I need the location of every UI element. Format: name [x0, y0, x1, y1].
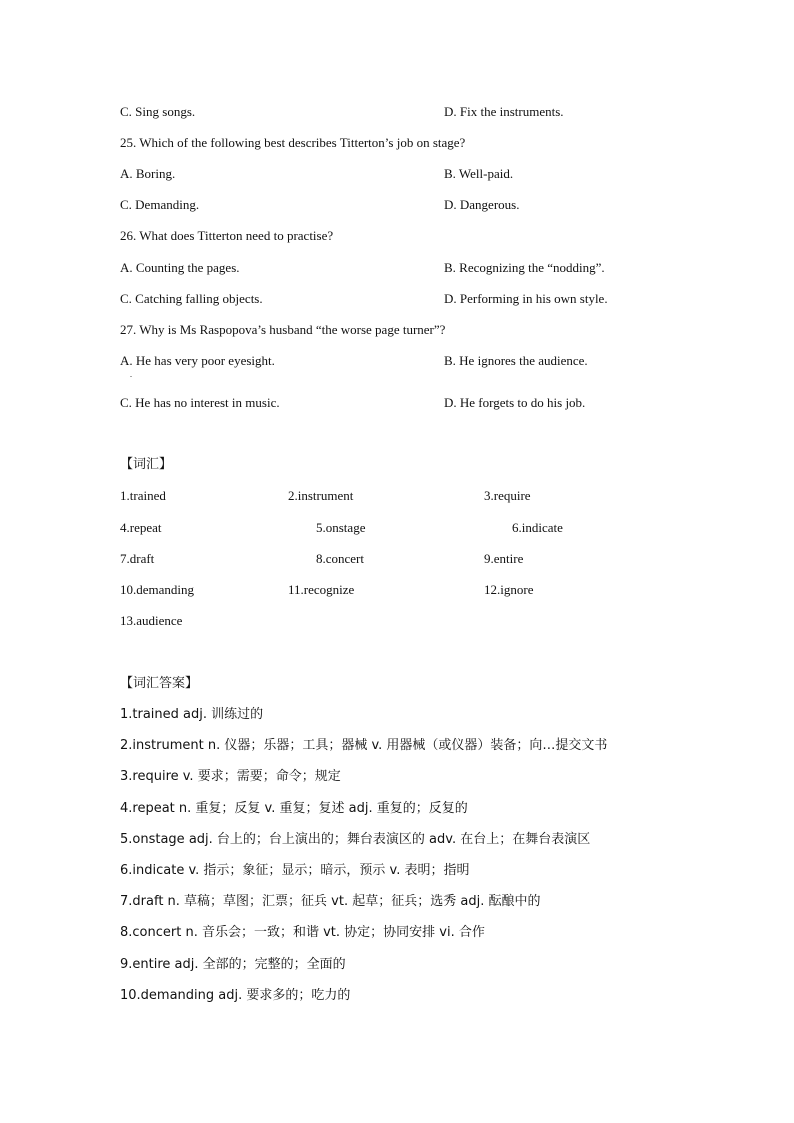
vocab-heading: 【词汇】: [120, 457, 173, 472]
vocab-word: 9.entire: [484, 551, 524, 566]
answer-item: 9.entire adj. 全部的；完整的；全面的: [120, 957, 346, 972]
answer-item: 4.repeat n. 重复；反复 v. 重复；复述 adj. 重复的；反复的: [120, 801, 468, 816]
stray-mark: .: [130, 370, 132, 379]
q27-option-a: A. He has very poor eyesight.: [120, 353, 275, 368]
vocab-word: 10.demanding: [120, 582, 195, 597]
answer-item: 6.indicate v. 指示；象征；显示；暗示，预示 v. 表明；指明: [120, 863, 470, 878]
vocab-word: 3.require: [484, 488, 531, 503]
vocab-word: 4.repeat: [120, 520, 162, 535]
q27-option-c: C. He has no interest in music.: [120, 395, 280, 410]
vocab-word: 5.onstage: [316, 520, 366, 535]
vocab-word: 7.draft: [120, 551, 155, 566]
q25-option-c: C. Demanding.: [120, 197, 200, 212]
vocab-word: 12.ignore: [484, 582, 534, 597]
q24-option-d: D. Fix the instruments.: [444, 104, 564, 119]
vocab-word: 6.indicate: [512, 520, 563, 535]
answer-item: 3.require v. 要求；需要；命令；规定: [120, 769, 341, 784]
q26-stem: 26. What does Titterton need to practise?: [120, 228, 334, 243]
answer-item: 2.instrument n. 仪器；乐器；工具；器械 v. 用器械（或仪器）装备；向…提交文书: [120, 738, 608, 753]
answer-item: 10.demanding adj. 要求多的；吃力的: [120, 988, 351, 1003]
q26-option-d: D. Performing in his own style.: [444, 291, 608, 306]
answer-item: 7.draft n. 草稿；草图；汇票；征兵 vt. 起草；征兵；选秀 adj. 酝酿中的: [120, 894, 541, 909]
vocab-word: 1.trained: [120, 488, 166, 503]
q26-option-b: B. Recognizing the “nodding”.: [444, 260, 605, 275]
vocab-word: 13.audience: [120, 613, 183, 628]
q27-option-b: B. He ignores the audience.: [444, 353, 588, 368]
q26-option-c: C. Catching falling objects.: [120, 291, 263, 306]
answer-item: 5.onstage adj. 台上的；台上演出的；舞台表演区的 adv. 在台上；在舞台表演区: [120, 832, 591, 847]
q27-stem: 27. Why is Ms Raspopova’s husband “the worse page turner”?: [120, 322, 446, 337]
q26-option-a: A. Counting the pages.: [120, 260, 240, 275]
q27-option-d: D. He forgets to do his job.: [444, 395, 586, 410]
vocab-word: 8.concert: [316, 551, 365, 566]
q25-stem: 25. Which of the following best describes Titterton’s job on stage?: [120, 135, 466, 150]
answers-heading: 【词汇答案】: [120, 676, 199, 691]
vocab-word: 11.recognize: [288, 582, 355, 597]
q25-option-b: B. Well-paid.: [444, 166, 514, 181]
vocab-word: 2.instrument: [288, 488, 354, 503]
answer-item: 1.trained adj. 训练过的: [120, 707, 264, 722]
q25-option-d: D. Dangerous.: [444, 197, 520, 212]
q24-option-c: C. Sing songs.: [120, 104, 196, 119]
answer-item: 8.concert n. 音乐会；一致；和谐 vt. 协定；协同安排 vi. 合作: [120, 925, 485, 940]
q25-option-a: A. Boring.: [120, 166, 176, 181]
